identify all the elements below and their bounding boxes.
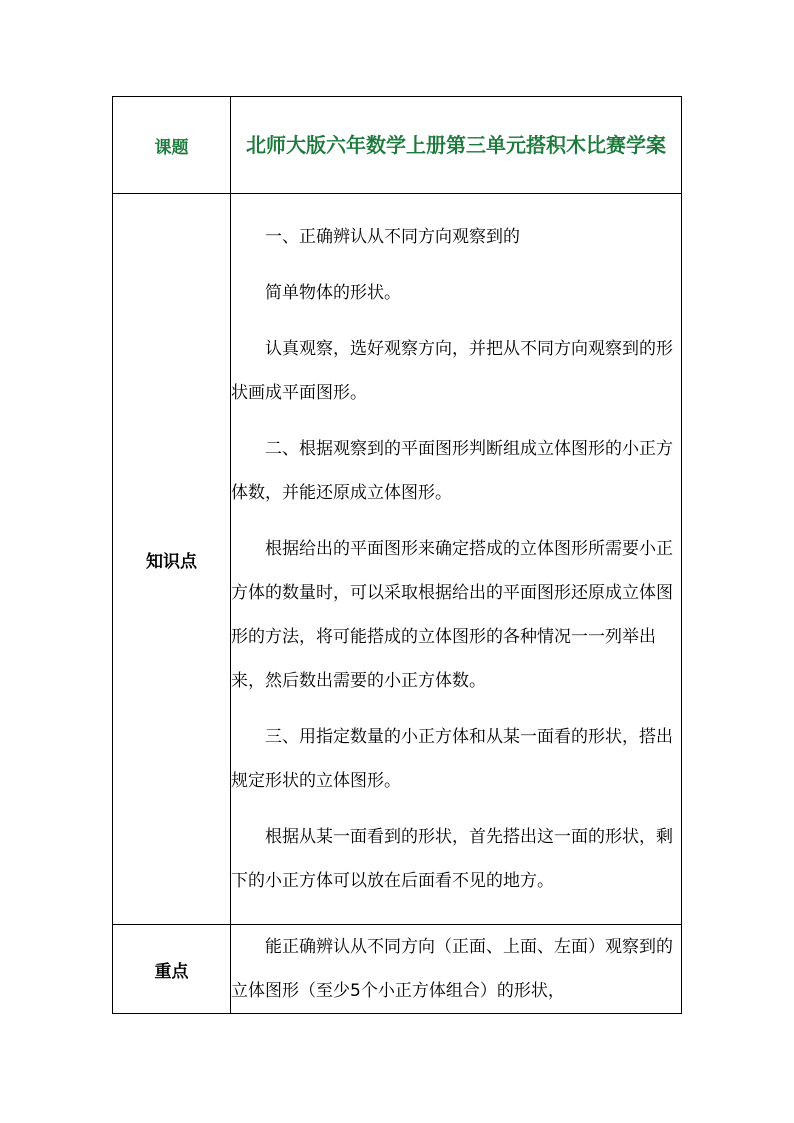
title-row	[113, 97, 682, 194]
knowledge-label: 知识点	[113, 194, 231, 925]
knowledge-paragraph: 认真观察，选好观察方向，并把从不同方向观察到的形状画成平面图形。	[231, 339, 673, 403]
lesson-title: 北师大版六年数学上册第三单元搭积木比赛学案	[231, 97, 682, 194]
key-point-content	[231, 925, 682, 1014]
lesson-plan-table	[112, 96, 682, 1014]
knowledge-paragraph: 根据从某一面看到的形状，首先搭出这一面的形状，剩下的小正方体可以放在后面看不见的地方。	[231, 827, 673, 891]
knowledge-paragraph: 二、根据观察到的平面图形判断组成立体图形的小正方体数，并能还原成立体图形。	[231, 439, 673, 503]
knowledge-paragraph: 一、正确辨认从不同方向观察到的	[265, 227, 520, 247]
knowledge-paragraph: 三、用指定数量的小正方体和从某一面看的形状，搭出规定形状的立体图形。	[231, 727, 673, 791]
knowledge-paragraph: 简单物体的形状。	[265, 283, 401, 303]
title-label: 课题	[113, 97, 231, 194]
knowledge-row	[113, 194, 682, 925]
knowledge-content	[231, 194, 682, 925]
key-point-row	[113, 925, 682, 1014]
knowledge-paragraph: 根据给出的平面图形来确定搭成的立体图形所需要小正方体的数量时，可以采取根据给出的平面图形还原成立体图形的方法，将可能搭成的立体图形的各种情况一一列举出来，然后数出需要的小正方体数。	[231, 539, 673, 691]
key-point-text: 能正确辨认从不同方向（正面、上面、左面）观察到的立体图形（至少5个小正方体组合）的形状，	[231, 937, 673, 1001]
key-point-label: 重点	[113, 925, 231, 1014]
